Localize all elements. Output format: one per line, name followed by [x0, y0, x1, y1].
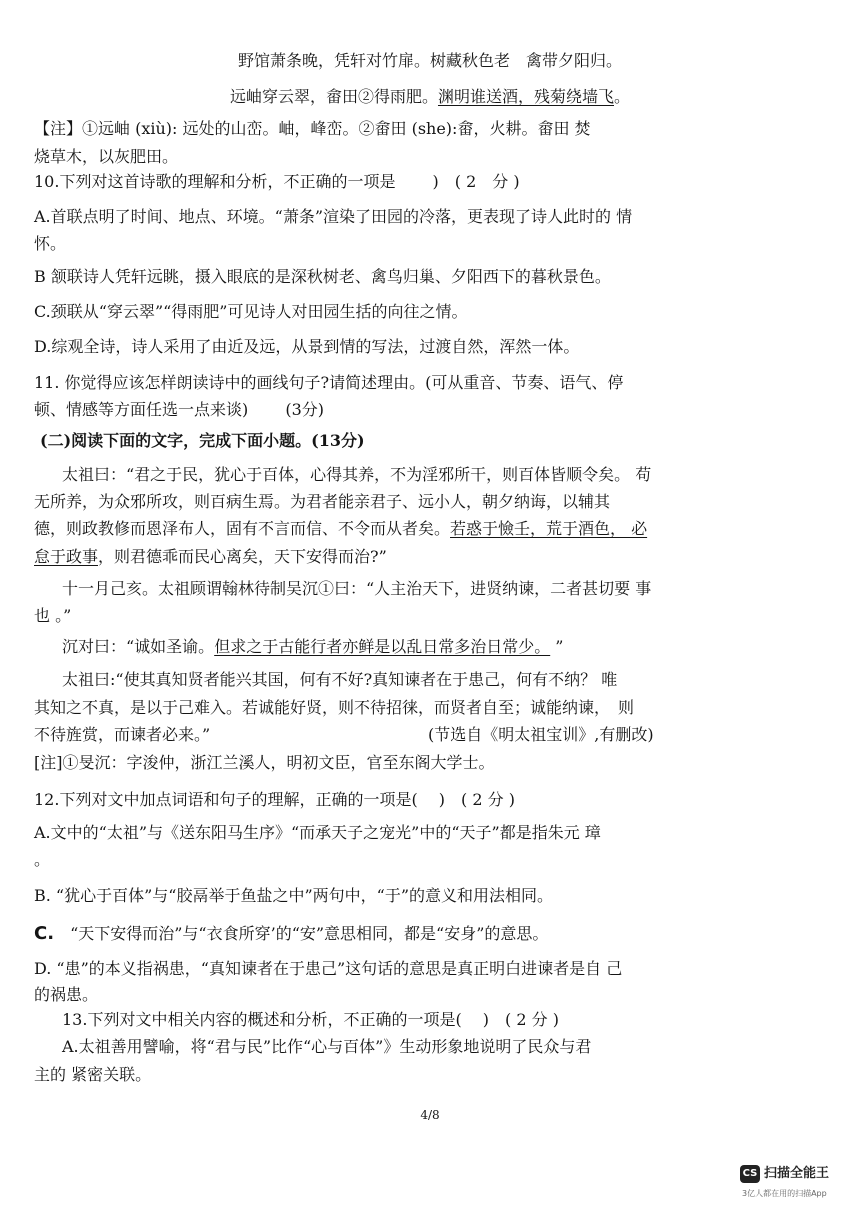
question-13-stem: 13.下列对文中相关内容的概述和分析，不正确的一项是( ) ( 2 分 ) [62, 1010, 559, 1029]
passage-p4-line-3: 不待旌赏，而谏者必来。” [34, 725, 211, 744]
passage-p3 [62, 636, 563, 658]
question-12-option-d: D. “患”的本义指祸患，“真知谏者在于患己”这句话的意思是真正明白进谏者是自 己 [34, 959, 623, 978]
question-10-option-a: A.首联点明了时间、地点、环境。“萧条”渲染了田园的冷落，更表现了诗人此时的 情 [34, 207, 633, 226]
question-11-line-2: 顿、情感等方面任选一点来谈) (3分) [34, 400, 324, 419]
poem-note-2: 烧草木，以灰肥田。 [34, 147, 179, 166]
poem-line-2-end: 。 [614, 87, 631, 106]
option-c-label: C. [34, 923, 55, 944]
passage-p2-line-1: 十一月己亥。太祖顾谓翰林待制吴沉①曰：“人主治天下，进贤纳谏，二者甚切要 事 [62, 579, 652, 598]
passage-p1-line-4 [34, 546, 387, 568]
question-13-option-a: A.太祖善用譬喻，将“君与民”比作“心与百体”》生动形象地说明了民众与君 [62, 1037, 592, 1056]
question-10-option-c: C.颈联从“穿云翠”“得雨肥”可见诗人对田园生括的向往之情。 [34, 302, 468, 321]
passage-p2-line-2: 也 。” [34, 606, 72, 625]
passage-underlined-c: 但求之于古能行者亦鲜是以乱日常多治日常少。 [214, 637, 551, 656]
poem-note-1: 【注】①远岫 (xiù): 远处的山峦。岫，峰峦。②畲田 (she):畲，火耕。畲田 焚 [34, 119, 591, 138]
question-12-option-b: B. “犹心于百体”与“胶鬲举于鱼盐之中”两句中，“于”的意义和用法相同。 [34, 886, 554, 905]
question-10-option-b: B 颔联诗人凭轩远眺，摄入眼底的是深秋树老、禽鸟归巢、夕阳西下的暮秋景色。 [34, 267, 611, 286]
question-11-line-1: 11. 你觉得应该怎样朗读诗中的画线句子?请简述理由。(可从重音、节奏、语气、停 [34, 373, 624, 392]
passage-p3-a: 沉对曰：“诚如圣谕。 [62, 637, 215, 656]
question-10-stem: 10.下列对这首诗歌的理解和分析，不正确的一项是 ) ( 2 分 ) [34, 172, 520, 191]
passage-p1-line-1: 太祖曰：“君之于民，犹心于百体，心得其养，不为淫邪所干，则百体皆顺令矣。 苟 [62, 465, 652, 484]
section-2-heading: (二)阅读下面的文字，完成下面小题。(13分) [40, 431, 365, 450]
question-12-option-c [34, 923, 548, 945]
watermark-tagline: 3亿人都在用的扫描App [742, 1189, 827, 1198]
passage-p4-line-1: 太祖曰:“使其真知贤者能兴其国，何有不好?真知谏者在于患己，何有不纳？ 唯 [62, 670, 618, 689]
question-12-option-a-cont: 。 [34, 850, 51, 869]
passage-p1-line-3-a: 德，则政教修而恩泽布人，固有不言而信、不令而从者矣。 [34, 519, 451, 538]
poem-line-1: 野馆萧条晚，凭轩对竹扉。树藏秋色老 禽带夕阳归。 [237, 51, 622, 70]
passage-underlined-a: 若惑于憸壬，荒于酒色， 必 [450, 519, 648, 538]
question-10-option-a-cont: 怀。 [34, 234, 67, 253]
passage-underlined-b: 怠于政事 [34, 547, 99, 566]
camscanner-logo-icon: CS [740, 1165, 760, 1183]
question-12-option-d-cont: 的祸患。 [34, 985, 99, 1004]
question-10-option-d: D.综观全诗，诗人采用了由近及远，从景到情的写法，过渡自然，浑然一体。 [34, 337, 580, 356]
poem-underlined-line: 渊明谁送酒，残菊绕墙飞 [437, 87, 614, 106]
poem-line-2-a: 远岫穿云翠，畲田②得雨肥。 [229, 87, 438, 106]
option-c-text: “天下安得而治”与“衣食所穿’的“安”意思相同，都是“安身”的意思。 [70, 924, 549, 943]
poem-line-2 [0, 86, 860, 108]
passage-p1-line-2: 无所养，为众邪所攻，则百病生焉。为君者能亲君子、远小人，朝夕纳诲，以辅其 [34, 492, 611, 511]
watermark-name: 扫描全能王 [764, 1166, 830, 1181]
scanner-watermark [740, 1165, 852, 1209]
passage-source: (节选自《明太祖宝训》,有删改) [428, 725, 654, 744]
passage-p4-line-2: 其知之不真，是以于己难入。若诚能好贤，则不待招徕，而贤者自至；诚能纳谏， 则 [34, 698, 635, 717]
question-12-stem: 12.下列对文中加点词语和句子的理解，正确的一项是( ) ( 2 分 ) [34, 790, 515, 809]
passage-note: [注]①旻沉：字浚仲，浙江兰溪人，明初文臣，官至东阁大学士。 [34, 753, 495, 772]
page-number: 4/8 [420, 1108, 440, 1122]
question-12-option-a: A.文中的“太祖”与《送东阳马生序》“而承天子之宠光”中的“天子”都是指朱元 璋 [34, 823, 601, 842]
passage-p3-c: ” [550, 637, 564, 656]
passage-p1-line-4-b: ，则君德乖而民心离矣，天下安得而治?” [98, 547, 387, 566]
passage-p1-line-3 [34, 518, 647, 540]
question-13-option-a-cont: 主的 紧密关联。 [34, 1065, 152, 1084]
